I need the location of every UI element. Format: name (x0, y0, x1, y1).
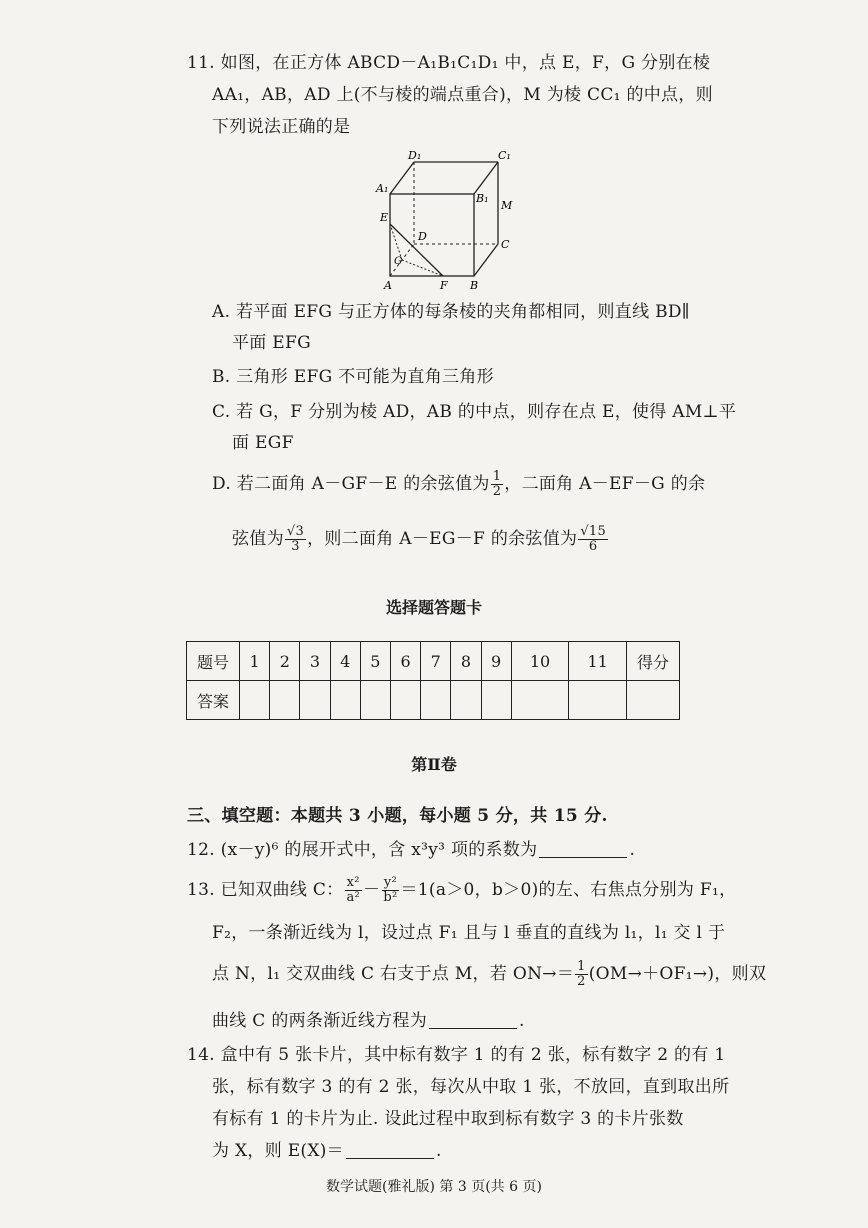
q11-d-text1: D. 若二面角 A－GF－E 的余弦值为 (212, 474, 490, 494)
cube-figure (370, 148, 530, 293)
q13-text3: 点 N，l₁ 交双曲线 C 右支于点 M，若 ON→＝ (212, 964, 575, 984)
q13-end: . (519, 1011, 525, 1031)
answer-card-header-row (187, 642, 680, 681)
q11-d-text2: ，二面角 A－EF－G 的余 (504, 474, 706, 494)
label-c: C (501, 238, 510, 251)
header-cell: 1 (240, 642, 270, 681)
q14-text4: 为 X，则 E(X)＝ (212, 1141, 344, 1161)
q14-line3: 有标有 1 的卡片为止. 设此过程中取到标有数字 3 的卡片张数 (212, 1109, 684, 1129)
header-cell: 题号 (187, 642, 240, 681)
q13-line4 (212, 1010, 525, 1032)
answer-cell[interactable] (481, 681, 511, 720)
q14-answer-blank[interactable] (346, 1141, 434, 1159)
label-g: G (394, 256, 402, 267)
label-a: A (384, 279, 392, 292)
fraction-half-2 (575, 960, 588, 989)
q12-answer-blank[interactable] (539, 840, 627, 858)
label-m: M (501, 199, 513, 212)
frac-den: 6 (588, 539, 598, 554)
q11-d-text4: ，则二面角 A－EG－F 的余弦值为 (307, 529, 578, 549)
header-cell: 10 (511, 642, 569, 681)
frac-num: 1 (577, 959, 586, 974)
label-a1: A₁ (376, 182, 389, 195)
label-b: B (470, 279, 479, 292)
q11-option-c-line2: 面 EGF (232, 433, 294, 453)
frac-den: 3 (291, 539, 300, 554)
q12-line (187, 839, 635, 861)
answer-cell[interactable] (240, 681, 270, 720)
answer-cell[interactable] (421, 681, 451, 720)
answer-cell[interactable] (569, 681, 627, 720)
answer-cell[interactable] (451, 681, 481, 720)
frac-num: x² (346, 875, 360, 890)
frac-num: √15 (580, 524, 607, 539)
answer-cell[interactable] (270, 681, 300, 720)
label-c1: C₁ (498, 149, 511, 162)
page-footer: 数学试题(雅礼版) 第 3 页(共 6 页) (326, 1179, 542, 1195)
fraction-y2-b2 (381, 876, 399, 905)
answer-row-label: 答案 (187, 681, 240, 720)
answer-card-table (186, 641, 680, 720)
header-cell: 3 (300, 642, 330, 681)
answer-cell[interactable] (390, 681, 420, 720)
q14-line4 (212, 1140, 442, 1162)
q13-text2: ＝1(a＞0，b＞0)的左、右焦点分别为 F₁， (400, 880, 737, 900)
q13-answer-blank[interactable] (429, 1011, 517, 1029)
header-cell: 7 (421, 642, 451, 681)
header-cell: 11 (569, 642, 627, 681)
q11-option-a-line2: 平面 EFG (232, 333, 311, 353)
q12-text: 12. (x－y)⁶ 的展开式中，含 x³y³ 项的系数为 (187, 840, 538, 860)
label-d1: D₁ (408, 149, 422, 162)
header-cell: 4 (330, 642, 360, 681)
q11-line2: AA₁，AB，AD 上(不与棱的端点重合)，M 为棱 CC₁ 的中点，则 (212, 85, 713, 105)
minus-sign: － (363, 880, 381, 900)
q13-line2: F₂，一条渐近线为 l，设过点 F₁ 且与 l 垂直的直线为 l₁，l₁ 交 l 于 (212, 923, 726, 943)
q13-line1 (187, 876, 736, 905)
fraction-half (491, 470, 504, 499)
q12-end: . (629, 840, 636, 860)
frac-den: 2 (492, 484, 502, 499)
frac-num: y² (383, 875, 397, 890)
q14-line1: 14. 盒中有 5 张卡片，其中标有数字 1 的有 2 张，标有数字 2 的有 1 (187, 1045, 726, 1065)
q14-end: . (436, 1141, 442, 1161)
frac-num: √3 (286, 524, 305, 539)
header-cell: 6 (390, 642, 420, 681)
q11-option-a-line1: A. 若平面 EFG 与正方体的每条棱的夹角都相同，则直线 BD∥ (212, 302, 690, 322)
q11-line1: 11. 如图，在正方体 ABCD－A₁B₁C₁D₁ 中，点 E，F，G 分别在棱 (187, 53, 711, 73)
answer-cell[interactable] (330, 681, 360, 720)
q14-line2: 张，标有数字 3 的有 2 张，每次从中取 1 张，不放回，直到取出所 (212, 1077, 730, 1097)
frac-den: b² (383, 890, 398, 905)
label-e: E (380, 211, 389, 224)
score-cell[interactable] (627, 681, 680, 720)
q11-option-d-line1 (212, 470, 705, 499)
fraction-sqrt15 (578, 525, 608, 554)
frac-den: a² (346, 890, 361, 905)
q13-line3 (212, 960, 766, 989)
q11-option-b: B. 三角形 EFG 不可能为直角三角形 (212, 367, 494, 387)
section3-heading: 三、填空题：本题共 3 小题，每小题 5 分，共 15 分. (187, 806, 608, 826)
part2-title: 第Ⅱ卷 (411, 755, 457, 774)
q11-option-d-line2 (232, 525, 609, 554)
header-cell: 8 (451, 642, 481, 681)
answer-cell[interactable] (360, 681, 390, 720)
label-b1: B₁ (476, 192, 489, 205)
answer-cell[interactable] (300, 681, 330, 720)
q13-text4: (OM→＋OF₁→)，则双 (588, 964, 767, 984)
q11-d-text3: 弦值为 (232, 529, 284, 549)
q11-option-c-line1: C. 若 G，F 分别为棱 AD，AB 的中点，则存在点 E，使得 AM⊥平 (212, 402, 737, 422)
label-f: F (440, 279, 448, 292)
fraction-x2-a2 (344, 876, 362, 905)
answer-cell[interactable] (511, 681, 569, 720)
q13-text1: 13. 已知双曲线 C： (187, 880, 344, 900)
header-cell: 5 (360, 642, 390, 681)
header-cell: 9 (481, 642, 511, 681)
answer-card-title: 选择题答题卡 (385, 598, 482, 617)
frac-den: 2 (577, 974, 586, 989)
q11-line3: 下列说法正确的是 (212, 117, 351, 137)
header-cell: 2 (270, 642, 300, 681)
answer-card-answer-row (187, 681, 680, 720)
label-d: D (418, 230, 427, 243)
header-cell: 得分 (627, 642, 680, 681)
q13-text5: 曲线 C 的两条渐近线方程为 (212, 1011, 428, 1031)
frac-num: 1 (492, 469, 502, 484)
fraction-sqrt3 (285, 525, 306, 554)
